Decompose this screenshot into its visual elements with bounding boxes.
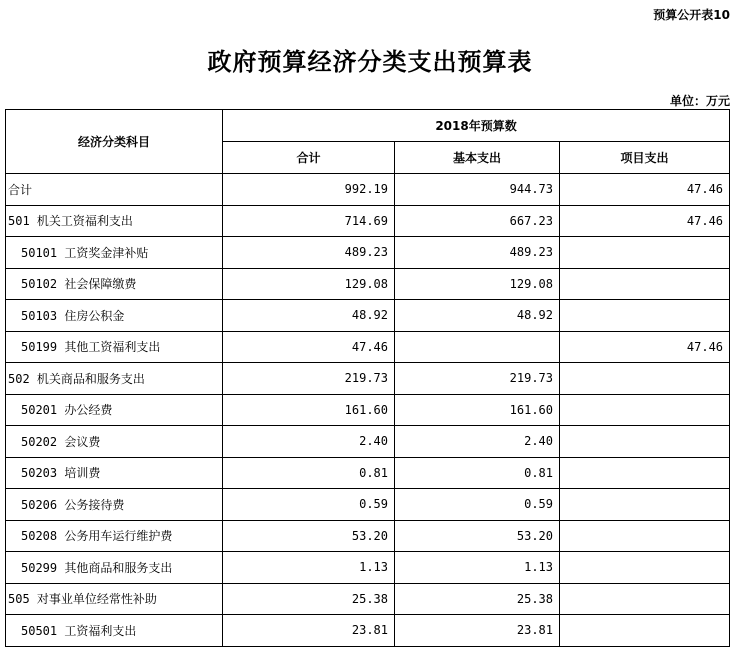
row-project: 47.46 [560,331,730,363]
row-subject: 50103 住房公积金 [6,300,223,332]
row-basic: 48.92 [395,300,560,332]
row-basic: 161.60 [395,394,560,426]
row-project [560,394,730,426]
row-total: 489.23 [223,237,395,269]
row-total: 219.73 [223,363,395,395]
row-basic: 129.08 [395,268,560,300]
row-total: 0.81 [223,457,395,489]
row-subject: 502 机关商品和服务支出 [6,363,223,395]
row-subject: 50101 工资奖金津补贴 [6,237,223,269]
row-total: 1.13 [223,552,395,584]
row-basic: 53.20 [395,520,560,552]
row-total: 48.92 [223,300,395,332]
table-row [6,300,730,332]
row-basic: 0.59 [395,489,560,521]
row-project [560,426,730,458]
unit-label: 单位：万元 [669,94,730,108]
table-row [6,174,730,206]
row-project [560,300,730,332]
header-subject: 经济分类科目 [6,110,223,174]
row-total: 25.38 [223,583,395,615]
row-basic: 219.73 [395,363,560,395]
row-subject: 50206 公务接待费 [6,489,223,521]
row-basic: 1.13 [395,552,560,584]
header-project: 项目支出 [560,142,730,174]
row-basic: 23.81 [395,615,560,647]
header-total: 合计 [223,142,395,174]
row-total: 0.59 [223,489,395,521]
row-basic: 944.73 [395,174,560,206]
row-subject: 50199 其他工资福利支出 [6,331,223,363]
table-row [6,331,730,363]
row-basic: 489.23 [395,237,560,269]
row-project [560,615,730,647]
row-basic: 667.23 [395,205,560,237]
row-basic: 2.40 [395,426,560,458]
row-project [560,583,730,615]
table-row [6,489,730,521]
table-row [6,205,730,237]
row-total: 53.20 [223,520,395,552]
table-row [6,457,730,489]
table-row [6,520,730,552]
row-subject: 50299 其他商品和服务支出 [6,552,223,584]
row-project: 47.46 [560,205,730,237]
table-row [6,583,730,615]
row-project [560,457,730,489]
row-project [560,363,730,395]
row-subject: 50201 办公经费 [6,394,223,426]
row-total: 47.46 [223,331,395,363]
row-project [560,552,730,584]
row-subject: 50501 工资福利支出 [6,615,223,647]
row-total: 161.60 [223,394,395,426]
header-budget-year: 2018年预算数 [223,110,730,142]
row-total: 992.19 [223,174,395,206]
row-basic: 25.38 [395,583,560,615]
row-project [560,268,730,300]
row-total: 714.69 [223,205,395,237]
table-row [6,394,730,426]
row-basic: 0.81 [395,457,560,489]
row-project: 47.46 [560,174,730,206]
table-row [6,552,730,584]
table-number-label: 预算公开表10 [653,8,730,22]
row-subject: 505 对事业单位经常性补助 [6,583,223,615]
row-subject: 50102 社会保障缴费 [6,268,223,300]
budget-table [5,109,730,647]
row-project [560,520,730,552]
row-project [560,489,730,521]
row-subject: 50208 公务用车运行维护费 [6,520,223,552]
page-title: 政府预算经济分类支出预算表 [207,47,533,76]
row-total: 129.08 [223,268,395,300]
row-subject: 合计 [6,174,223,206]
table-row [6,237,730,269]
table-row [6,268,730,300]
row-subject: 50203 培训费 [6,457,223,489]
row-subject: 501 机关工资福利支出 [6,205,223,237]
row-basic [395,331,560,363]
row-subject: 50202 会议费 [6,426,223,458]
row-total: 2.40 [223,426,395,458]
table-row [6,615,730,647]
table-row [6,363,730,395]
row-project [560,237,730,269]
header-basic: 基本支出 [395,142,560,174]
row-total: 23.81 [223,615,395,647]
table-row [6,426,730,458]
